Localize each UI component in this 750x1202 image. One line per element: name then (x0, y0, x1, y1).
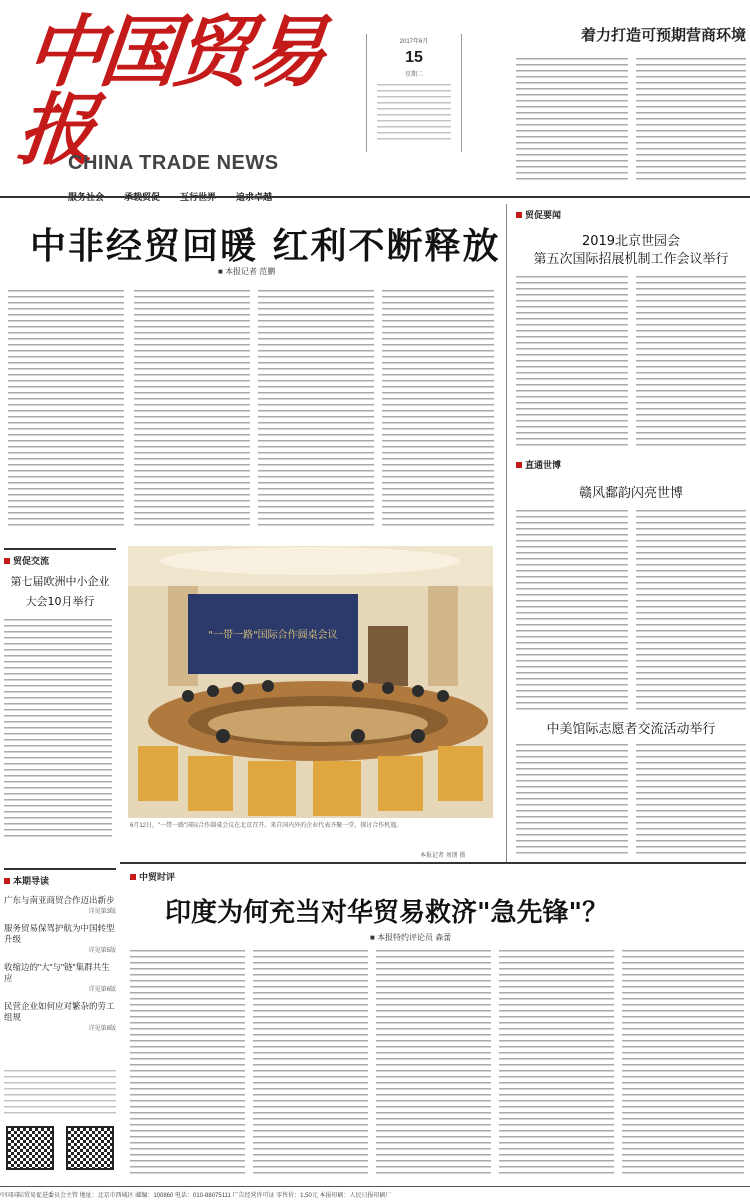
meeting-scene (128, 546, 493, 818)
guide-item-title: 民营企业如何应对繁杂的劳工组规 (4, 1001, 115, 1023)
section-label: 直通世博 (525, 460, 562, 470)
meeting-photo (128, 546, 493, 818)
section-marker-icon (516, 212, 522, 218)
masthead-divider (0, 196, 750, 198)
commentary-divider (120, 862, 746, 864)
commentary-byline: ■ 本报特约评论员 森蕾 (370, 933, 452, 942)
commentary-col1 (130, 950, 245, 1178)
photo-caption: 6月12日，"一带一路"国际合作圆桌会议在北京召开。来自国内外的企业代表齐聚一堂，探讨合作机遇。 (130, 823, 403, 829)
section-marker-icon (4, 878, 10, 884)
commentary-headline: 印度为何充当对华贸易救济"急先锋"？ (165, 898, 609, 928)
left-sidebar (4, 548, 116, 839)
section-marker-icon (516, 462, 522, 468)
section-marker-icon (130, 874, 136, 880)
sme-text (4, 619, 112, 839)
section-tag-reading-guide (4, 874, 116, 887)
qr-code-icon (66, 1126, 114, 1170)
volunteer-text-col2 (636, 744, 746, 856)
expo-text-col2 (636, 276, 746, 446)
guide-item-page: 详见第3版 (88, 909, 116, 916)
top-story-headline: 着力打造可预期营商环境 (580, 26, 746, 44)
section-tag-trade-news (516, 208, 561, 221)
main-story-col2 (134, 290, 250, 530)
section-marker-icon (4, 558, 10, 564)
section-label: 贸促交流 (13, 556, 50, 566)
commentary-col5 (622, 950, 744, 1178)
main-story-col3 (258, 290, 374, 530)
expo-headline-line1: 2019北京世园会 (581, 234, 681, 249)
section-tag-commentary (130, 870, 175, 883)
main-story-col4 (382, 290, 494, 530)
guide-item[interactable] (4, 895, 116, 915)
guide-item-page: 详见第8版 (88, 1026, 116, 1033)
section-tag-trade-exchange (4, 554, 116, 567)
commentary-col2 (253, 950, 368, 1178)
photo-credit: 本报记者 刘朋 摄 (420, 853, 466, 859)
volunteer-headline: 中美馆际志愿者交流活动举行 (546, 722, 716, 737)
banner-text: "一带一路"国际合作圆桌会议 (208, 630, 338, 641)
sme-headline-line2: 大会10月举行 (25, 595, 95, 608)
guide-item[interactable] (4, 1001, 116, 1032)
main-story-headline: 中非经贸回暖 红利不断释放 (30, 226, 501, 267)
sme-headline-line1: 第七届欧洲中小企业 (10, 575, 110, 588)
reading-guide (4, 874, 116, 1032)
guide-item-page: 详见第5版 (88, 948, 116, 955)
byline-text: 本报记者 范鹏 (225, 267, 276, 276)
jiangxi-text-col2 (636, 510, 746, 710)
guide-item-page: 详见第6版 (88, 987, 116, 994)
expo-headline-line2: 第五次国际招展机制工作会议举行 (533, 252, 729, 267)
main-story-byline: ■ 本报记者 范鹏 (218, 267, 276, 276)
issue-details-block (377, 84, 451, 144)
section-tag-world-expo (516, 458, 561, 471)
page-footer: 中国国际贸易促进委员会主管 地址：北京市西城区 邮编：100860 电话：010-88075111 广告经营许可证 零售价：1.50元 本报印刷：人民日报印刷厂 (0, 1186, 750, 1199)
qr-code-icon (6, 1126, 54, 1170)
commentary-col4 (499, 950, 614, 1178)
guide-divider (4, 868, 116, 870)
guide-item[interactable] (4, 962, 116, 993)
contact-info-block (4, 1070, 116, 1116)
guide-item-title: 收缩边的"大"与"链"集群共生应 (4, 962, 110, 984)
volunteer-text-col1 (516, 744, 628, 856)
jiangxi-headline: 赣风鄱韵闪亮世博 (578, 486, 683, 501)
issue-date: 2017年6月 (399, 39, 429, 45)
section-label: 本期导读 (13, 876, 50, 886)
section-label: 中贸时评 (139, 872, 176, 882)
top-story-text-col2 (636, 58, 746, 180)
logo-chinese-title: 中国贸易报 (13, 7, 327, 176)
expo-text-col1 (516, 276, 628, 446)
issue-info-box (366, 34, 462, 152)
byline-text: 本报特约评论员 森蕾 (377, 933, 452, 942)
logo-english-title: CHINA TRADE NEWS (68, 152, 279, 174)
main-story-col1 (8, 290, 124, 530)
guide-item-title: 广东与南亚商贸合作迈出新步 (4, 895, 115, 905)
column-divider-right (506, 204, 507, 864)
issue-day: 15 (405, 49, 423, 66)
jiangxi-text-col1 (516, 510, 628, 710)
section-label: 贸促要闻 (525, 210, 562, 220)
top-story-text-col1 (516, 58, 628, 180)
issue-weekday: 星期二 (404, 72, 423, 78)
guide-item[interactable] (4, 923, 116, 954)
masthead-logo (13, 7, 342, 176)
guide-item-title: 服务贸易保驾护航为中国转型升级 (4, 923, 115, 945)
commentary-col3 (376, 950, 491, 1178)
